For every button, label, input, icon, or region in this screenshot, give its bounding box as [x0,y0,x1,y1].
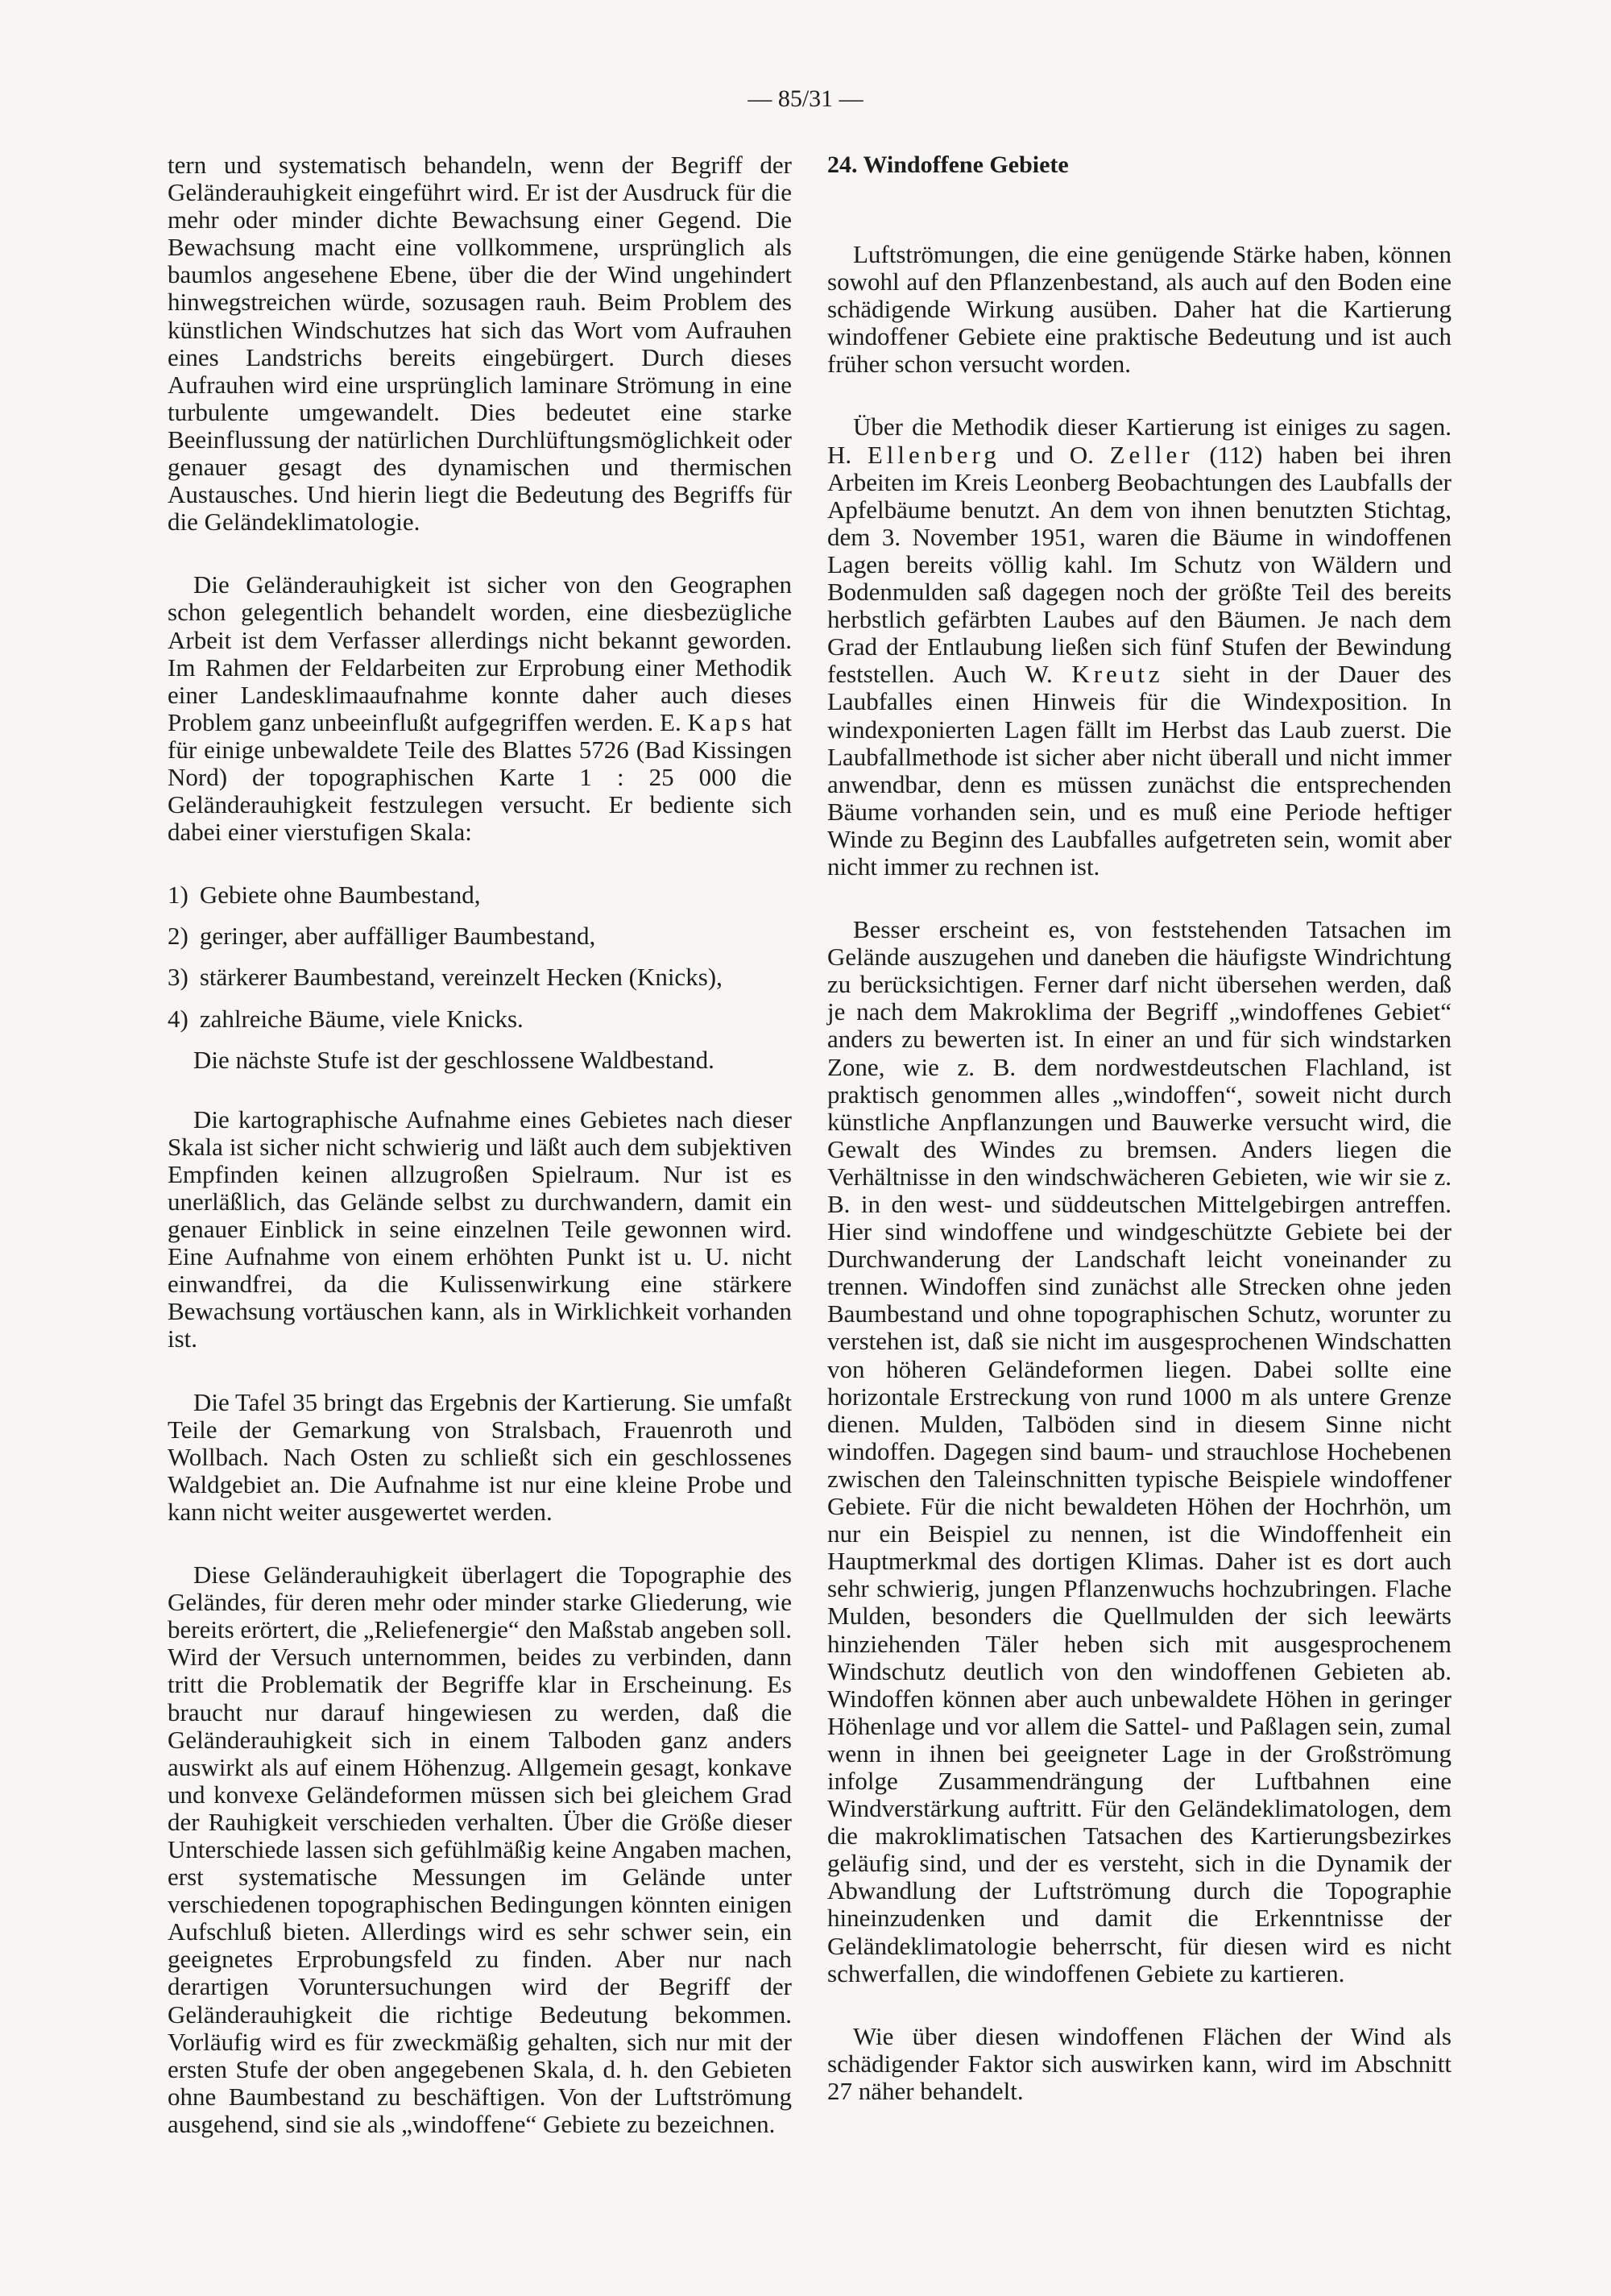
list-item-number: 1) [168,881,188,910]
list-item-number: 4) [168,1004,188,1033]
text-span: Die Geländerauhigkeit ist sicher von den Geographen schon gelegentlich behandelt worden, eine diesbezügliche Arbeit ist dem Verfasser allerdings nicht bekannt geworden. Im Rahmen der Feldarbeiten zur Erprobung einer Methodik einer Landesklimaaufnahme konnte daher auch dieses Problem ganz unbeeinflußt aufgegriffen werden. E. [168,570,792,736]
list-item [168,1005,792,1033]
paragraph-topography-overlay: Diese Geländerauhigkeit überlagert die Topographie des Geländes, für deren mehr oder minder starke Gliederung, wie bereits erörtert, die „Reliefenergie“ den Maßstab angeben soll. Wird der Versuch unternommen, beides zu verbinden, dann tritt die Problematik der Begriffe klar in Erscheinung. Es braucht nur darauf hingewiesen zu werden, daß die Geländerauhigkeit sich in einem Talboden ganz anders auswirkt als auf einem Höhenzug. Allgemein gesagt, konkave und konvexe Geländeformen müssen sich bei gleichem Grad der Rauhigkeit verschieden verhalten. Über die Größe dieser Unterschiede lassen sich gefühlmäßig keine Angaben machen, erst systematische Messungen im Gelände unter verschiedenen topographischen Bedingungen könnten einigen Aufschluß bieten. Allerdings wird es sehr schwer sein, ein geeignetes Erprobungsfeld zu finden. Aber nur nach derartigen Voruntersuchungen wird der Begriff der Geländerauhigkeit die richtige Bedeutung bekommen. Vorläufig wird es für zweckmäßig gehalten, sich nur mit der ersten Stufe der oben angegebenen Skala, d. h. den Gebieten ohne Baumbestand zu beschäftigen. Von der Luftströmung ausgehend, sind sie als „windoffene“ Gebiete zu bezeichnen. [168,1560,792,2138]
paragraph-air-currents: Luftströmungen, die eine genügende Stärke haben, können sowohl auf den Pflanzenbestand, als auch auf den Boden eine schädigende Wirkung ausüben. Daher hat die Kartierung windoffener Gebiete eine praktische Bedeutung und ist auch früher schon versucht worden. [827,240,1452,379]
paragraph-methodology [827,413,1452,881]
list-item-text: zahlreiche Bäume, viele Knicks. [199,1004,524,1033]
text-span: hat für einige unbewaldete Teile des Blattes 5726 (Bad Kissingen Nord) der topographischen Karte 1 : 25 000 die Geländerauhigkeit festzulegen versucht. Er bediente sich dabei einer vierstufigen Skala: [168,707,793,847]
list-item-text: Gebiete ohne Baumbestand, [199,881,481,910]
paragraph-section-reference: Wie über diesen windoffenen Flächen der Wind als schädigender Faktor sich auswirken kann, wird im Abschnitt 27 näher behandelt. [827,2021,1452,2105]
author-name-kreutz: Kreutz [1071,660,1164,689]
right-column [827,151,1452,2141]
text-span: und O. [1016,440,1094,469]
roughness-scale-list [168,881,792,1032]
list-item [168,922,792,950]
paragraph-tafel-35: Die Tafel 35 bringt das Ergebnis der Kartierung. Sie umfaßt Teile der Gemarkung von Stralsbach, Frauenroth und Wollbach. Nach Osten zu schließt sich ein geschlossenes Waldgebiet an. Die Aufnahme ist nur eine kleine Probe und kann nicht weiter ausgewertet werden. [168,1387,792,1526]
paragraph-geländerauhigkeit-definition: tern und systematisch behandeln, wenn der Begriff der Geländerauhigkeit eingeführt wird. Er ist der Ausdruck für die mehr oder minder dichte Bewachsung einer Gegend. Die Bewachsung macht eine vollkommene, ursprünglich als baumlos angesehene Ebene, über die der Wind ungehindert hinwegstreichen würde, sozusagen rauh. Beim Problem des künstlichen Windschutzes hat sich das Wort vom Aufrauhen eines Landstrichs bereits eingebürgert. Durch dieses Aufrauhen wird eine ursprünglich laminare Strömung in eine turbulente umgewandelt. Dies bedeutet eine starke Beeinflussung der natürlichen Durchlüftungsmöglichkeit oder genauer gesagt des dynamischen und thermischen Austausches. Und hierin liegt die Bedeutung des Begriffs für die Geländeklimatologie. [168,151,792,537]
left-column [168,151,792,2174]
paragraph-next-level: Die nächste Stufe ist der geschlossene Waldbestand. [193,1045,714,1074]
text-span: Über die Methodik dieser Kartierung ist einiges zu sagen. H. [827,412,1452,469]
list-item-text: stärkerer Baumbestand, vereinzelt Hecken (Knicks), [199,963,723,992]
list-item [168,881,792,909]
section-heading: 24. Windoffene Gebiete [827,151,1069,178]
list-item-number: 3) [168,963,188,992]
author-name-kaps: Kaps [687,707,756,736]
author-name-zeller: Zeller [1109,440,1194,469]
page-number: — 85/31 — [748,85,863,112]
paragraph-mapping-method: Die kartographische Aufnahme eines Gebietes nach dieser Skala ist sicher nicht schwierig und läßt auch dem subjektiven Empfinden keinen allzugroßen Spielraum. Nur ist es unerläßlich, das Gelände selbst zu durchwandern, damit ein genauer Einblick in seine einzelnen Teile gewonnen wird. Eine Aufnahme von einem erhöhten Punkt ist u. U. nicht einwandfrei, da die Kulissenwirkung eine stärkere Bewachsung vortäuschen kann, als in Wirklichkeit vorhanden ist. [168,1104,792,1353]
text-span: sieht in der Dauer des Laubfalles einen Hinweis für die Windexposition. In windexponierten Lagen fällt im Herbst das Laub zuerst. Die Laubfallmethode ist sicher aber nicht überall und nicht immer anwendbar, denn es müssen zunächst die entsprechenden Bäume vorhanden sein, und es muß eine Periode heftiger Winde zu Beginn des Laubfalles aufgetreten sein, womit aber nicht immer zu rechnen ist. [827,660,1452,881]
list-item [168,964,792,991]
list-item-number: 2) [168,922,188,951]
author-name-ellenberg: Ellenberg [867,440,1000,469]
paragraph-wind-exposure-criteria: Besser erscheint es, von feststehenden Tatsachen im Gelände auszugehen und daneben die häufigste Windrichtung zu berücksichtigen. Ferner darf nicht übersehen werden, daß je nach dem Makroklima der Begriff „windoffenes Gebiet“ anders zu bewerten ist. In einer an und für sich windstarken Zone, wie z. B. dem nordwestdeutschen Flachland, ist praktisch genommen alles „windoffen“, soweit nicht durch künstliche Anpflanzungen und Bauwerke versucht wird, die Gewalt des Windes zu bremsen. Anders liegen die Verhältnisse in den windschwächeren Gebieten, wie wir sie z. B. in den west- und süddeutschen Mittelgebirgen antreffen. Hier sind windoffene und windgeschützte Gebiete bei der Durchwanderung der Landschaft leicht voneinander zu trennen. Windoffen sind zunächst alle Strecken ohne jeden Baumbestand und ohne topographischen Schutz, worunter zu verstehen ist, daß sie nicht im ausgesprochenen Windschatten von höheren Geländeformen liegen. Dabei sollte eine horizontale Erstreckung von rund 1000 m als untere Grenze dienen. Mulden, Talböden sind in diesem Sinne nicht windoffen. Dagegen sind baum- und strauchlose Hochebenen zwischen den Taleinschnitten typische Beispiele windoffener Gebiete. Für die nicht bewaldeten Höhen der Hochrhön, um nur ein Beispiel zu nennen, ist die Windoffenheit ein Hauptmerkmal des dortigen Klimas. Daher ist es dort auch sehr schwierig, jungen Pflanzenwuchs hochzubringen. Flache Mulden, besonders die Quellmulden der sich leewärts hinziehenden Täler heben sich mit ausgesprochenem Windschutz deutlich von den windoffenen Gebieten ab. Windoffen können aber auch unbewaldete Höhen in geringer Höhenlage und vor allem die Sattel- und Paßlagen sein, zumal wenn in ihnen bei geeigneter Lage in der Großströmung infolge Zusammendrängung der Luftbahnen eine Windverstärkung auftritt. Für den Geländeklimatologen, dem die makroklimatischen Tatsachen des Kartierungsbezirkes geläufig sind, und der es versteht, sich in die Dynamik der Abwandlung der Luftströmung durch die Topographie hineinzudenken und damit die Erkenntnisse der Geländeklimatologie beherrscht, für diesen wird es nicht schwerfallen, die windoffenen Gebiete zu kartieren. [827,915,1452,1987]
text-span: (112) haben bei ihren Arbeiten im Kreis Leonberg Beobachtungen des Laubfalls der Apfelbäume benutzt. An dem von ihnen benutzten Stichtag, dem 3. November 1951, waren die Bäume in windoffenen Lagen bereits völlig kahl. Im Schutz von Wäldern und Bodenmulden saß dagegen noch der größte Teil des bereits herbstlich gefärbten Laubes auf den Bäumen. Je nach dem Grad der Entlaubung ließen sich fünf Stufen der Bewindung feststellen. Auch W. [827,440,1452,689]
list-item-text: geringer, aber auffälliger Baumbestand, [199,922,596,951]
paragraph-kaps-scale-intro [168,571,792,846]
